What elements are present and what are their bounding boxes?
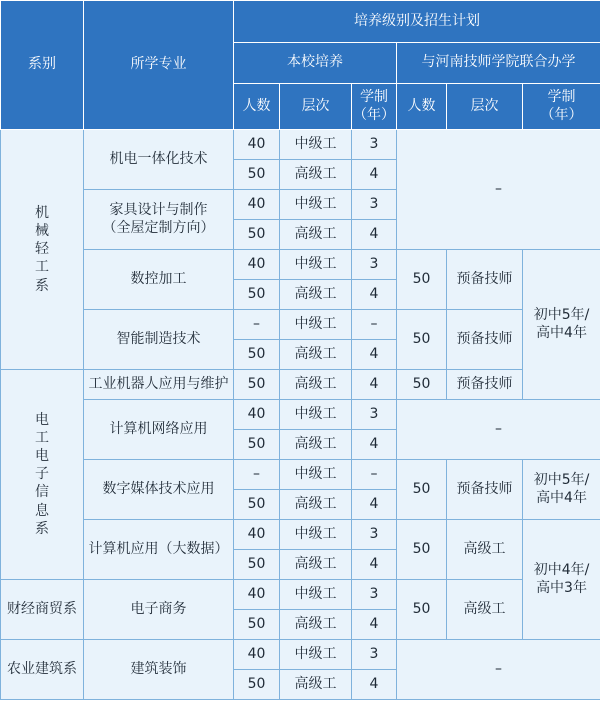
major-cnc: 数控加工 bbox=[84, 250, 234, 310]
header-joint-level: 层次 bbox=[447, 84, 523, 130]
joint-level: 预备技师 bbox=[447, 310, 523, 370]
cell-years: 4 bbox=[352, 370, 397, 400]
header-joint-years-d: （年） bbox=[540, 106, 583, 123]
header-dept: 系别 bbox=[1, 1, 84, 130]
joint-count: 50 bbox=[397, 310, 447, 370]
joint-years-b-line2: 高中4年 bbox=[536, 489, 587, 506]
joint-years-c bbox=[523, 520, 600, 640]
joint-years-a-line2: 高中4年 bbox=[536, 324, 587, 341]
major-furniture-line2: （全屋定制方向） bbox=[102, 219, 215, 236]
table-row bbox=[1, 640, 600, 670]
cell-level: 高级工 bbox=[280, 370, 352, 400]
major-decoration: 建筑装饰 bbox=[84, 640, 234, 700]
cell-level: 高级工 bbox=[280, 550, 352, 580]
cell-count: 50 bbox=[234, 370, 280, 400]
cell-level: 中级工 bbox=[280, 580, 352, 610]
joint-level: 预备技师 bbox=[447, 250, 523, 310]
header-school-years bbox=[352, 84, 397, 130]
cell-level: 高级工 bbox=[280, 160, 352, 190]
major-furniture bbox=[84, 190, 234, 250]
cell-level: 中级工 bbox=[280, 400, 352, 430]
joint-level: 高级工 bbox=[447, 520, 523, 580]
cell-years: 4 bbox=[352, 280, 397, 310]
cell-count: 50 bbox=[234, 670, 280, 700]
cell-count: 40 bbox=[234, 400, 280, 430]
cell-years: 4 bbox=[352, 220, 397, 250]
dept-mech: 机械轻工系 bbox=[1, 130, 84, 370]
header-school-years-b: （年） bbox=[353, 106, 395, 123]
cell-level: 中级工 bbox=[280, 190, 352, 220]
cell-level: 中级工 bbox=[280, 250, 352, 280]
joint-none-3: – bbox=[397, 640, 600, 700]
major-ecommerce: 电子商务 bbox=[84, 580, 234, 640]
header-major: 所学专业 bbox=[84, 1, 234, 130]
major-furniture-line1: 家具设计与制作 bbox=[109, 202, 208, 218]
cell-years: 4 bbox=[352, 550, 397, 580]
major-big-data: 计算机应用（大数据） bbox=[84, 520, 234, 580]
header-plan: 培养级别及招生计划 bbox=[234, 1, 600, 43]
cell-years: 4 bbox=[352, 610, 397, 640]
cell-years: 3 bbox=[352, 520, 397, 550]
cell-years: 3 bbox=[352, 190, 397, 220]
joint-level: 高级工 bbox=[447, 580, 523, 640]
dept-elec: 电工电子信息系 bbox=[1, 370, 84, 580]
joint-count: 50 bbox=[397, 460, 447, 520]
cell-years: 3 bbox=[352, 580, 397, 610]
header-school-level: 层次 bbox=[280, 84, 352, 130]
cell-years: 3 bbox=[352, 250, 397, 280]
joint-level: 预备技师 bbox=[447, 460, 523, 520]
cell-count: 40 bbox=[234, 640, 280, 670]
cell-count: 50 bbox=[234, 220, 280, 250]
table-row bbox=[1, 400, 600, 430]
cell-level: 中级工 bbox=[280, 460, 352, 490]
joint-count: 50 bbox=[397, 520, 447, 580]
cell-years: 4 bbox=[352, 340, 397, 370]
dept-agri: 农业建筑系 bbox=[1, 640, 84, 700]
table-row bbox=[1, 310, 600, 340]
cell-count: 40 bbox=[234, 520, 280, 550]
cell-level: 中级工 bbox=[280, 520, 352, 550]
cell-years: – bbox=[352, 310, 397, 340]
cell-count: 40 bbox=[234, 250, 280, 280]
dept-finance: 财经商贸系 bbox=[1, 580, 84, 640]
header-school-count: 人数 bbox=[234, 84, 280, 130]
cell-years: – bbox=[352, 460, 397, 490]
major-robotics: 工业机器人应用与维护 bbox=[84, 370, 234, 400]
header-joint-years bbox=[523, 84, 600, 130]
header-school-years-a: 学制 bbox=[360, 89, 388, 105]
cell-level: 高级工 bbox=[280, 430, 352, 460]
cell-years: 3 bbox=[352, 130, 397, 160]
cell-level: 高级工 bbox=[280, 220, 352, 250]
table-row bbox=[1, 130, 600, 160]
joint-count: 50 bbox=[397, 370, 447, 400]
table-row bbox=[1, 370, 600, 400]
joint-years-b bbox=[523, 460, 600, 520]
joint-count: 50 bbox=[397, 580, 447, 640]
cell-years: 3 bbox=[352, 400, 397, 430]
header-school: 本校培养 bbox=[234, 43, 397, 84]
cell-count: 50 bbox=[234, 340, 280, 370]
joint-level: 预备技师 bbox=[447, 370, 523, 400]
cell-level: 高级工 bbox=[280, 670, 352, 700]
cell-level: 中级工 bbox=[280, 310, 352, 340]
joint-none-1: – bbox=[397, 130, 600, 250]
cell-years: 3 bbox=[352, 640, 397, 670]
cell-level: 高级工 bbox=[280, 340, 352, 370]
cell-count: 50 bbox=[234, 160, 280, 190]
major-network: 计算机网络应用 bbox=[84, 400, 234, 460]
table-row bbox=[1, 460, 600, 490]
joint-none-2: – bbox=[397, 400, 600, 460]
table-row bbox=[1, 520, 600, 550]
joint-count: 50 bbox=[397, 250, 447, 310]
cell-years: 4 bbox=[352, 670, 397, 700]
joint-years-b-line1: 初中5年/ bbox=[533, 472, 590, 488]
header-joint: 与河南技师学院联合办学 bbox=[397, 43, 600, 84]
cell-count: 40 bbox=[234, 580, 280, 610]
major-smart-manufacturing: 智能制造技术 bbox=[84, 310, 234, 370]
joint-years-c-line1: 初中4年/ bbox=[533, 562, 590, 578]
cell-count: 40 bbox=[234, 130, 280, 160]
cell-count: 50 bbox=[234, 550, 280, 580]
major-digital-media: 数字媒体技术应用 bbox=[84, 460, 234, 520]
cell-years: 4 bbox=[352, 160, 397, 190]
header-joint-years-c: 学制 bbox=[547, 89, 576, 105]
major-mechatronics: 机电一体化技术 bbox=[84, 130, 234, 190]
cell-count: 50 bbox=[234, 490, 280, 520]
cell-count: 50 bbox=[234, 430, 280, 460]
table-row bbox=[1, 580, 600, 610]
header-joint-count: 人数 bbox=[397, 84, 447, 130]
cell-level: 中级工 bbox=[280, 640, 352, 670]
cell-level: 高级工 bbox=[280, 610, 352, 640]
table-row bbox=[1, 250, 600, 280]
cell-level: 中级工 bbox=[280, 130, 352, 160]
joint-years-a-line1: 初中5年/ bbox=[533, 307, 590, 323]
cell-count: 40 bbox=[234, 190, 280, 220]
cell-level: 高级工 bbox=[280, 490, 352, 520]
cell-count: – bbox=[234, 460, 280, 490]
cell-level: 高级工 bbox=[280, 280, 352, 310]
cell-years: 4 bbox=[352, 490, 397, 520]
cell-count: 50 bbox=[234, 280, 280, 310]
cell-count: – bbox=[234, 310, 280, 340]
joint-years-a bbox=[523, 250, 600, 400]
cell-count: 50 bbox=[234, 610, 280, 640]
cell-years: 4 bbox=[352, 430, 397, 460]
joint-years-c-line2: 高中3年 bbox=[536, 579, 587, 596]
